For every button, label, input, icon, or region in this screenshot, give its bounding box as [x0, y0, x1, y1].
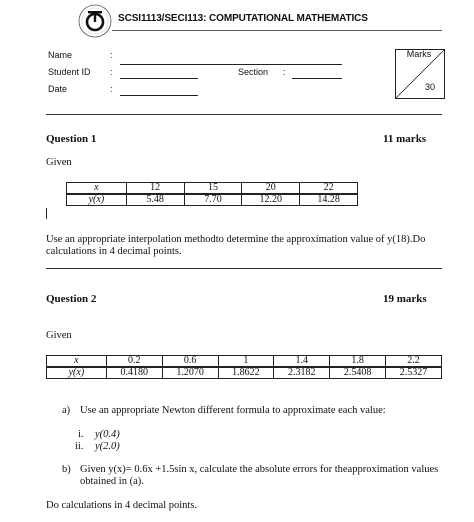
table-cell: y(x) [47, 367, 107, 379]
table-cell: 12.20 [242, 194, 300, 206]
table-cell: 22 [300, 183, 358, 195]
marks-label: Marks [406, 49, 432, 59]
table-cell: 1.4 [274, 356, 330, 368]
part-a-text: Use an appropriate Newton different formula to approximate each value: [80, 405, 386, 416]
table-cell: 0.6 [162, 356, 218, 368]
question2-marks: 19 marks [383, 293, 427, 305]
table-cell: 2.2 [386, 356, 442, 368]
section-colon: : [283, 67, 286, 77]
question1-instruction: Use an appropriate interpolation methodto determine the approximation value of y(18).Do calculations in 4 decimal points. [46, 234, 426, 257]
table-cell: 1.2070 [162, 367, 218, 379]
section-label: Section [238, 67, 269, 77]
table-cell: 2.3182 [274, 367, 330, 379]
table-cell: 0.2 [106, 356, 162, 368]
section-divider-middle [46, 268, 442, 269]
question1-table [66, 182, 358, 206]
table-cell: y(x) [67, 194, 127, 206]
table-cell: 12 [126, 183, 184, 195]
question1-marks: 11 marks [383, 133, 427, 145]
table-row [47, 367, 442, 379]
student-id-label: Student ID [48, 67, 91, 77]
question2-given: Given [46, 330, 72, 341]
table-cell: 1.8622 [218, 367, 274, 379]
table-row [67, 183, 358, 195]
table-row [67, 194, 358, 206]
table-cell: 2.5327 [386, 367, 442, 379]
section-divider-top [46, 114, 442, 115]
part-a-item-1-num: i. [78, 429, 84, 440]
date-field[interactable] [120, 95, 198, 96]
question2-table [46, 355, 442, 379]
header-divider [112, 30, 442, 31]
table-cell: 5.48 [126, 194, 184, 206]
table-cell: 20 [242, 183, 300, 195]
part-b-text: Given y(x)= 0.6x +1.5sin x, calculate the absolute errors for theapproximation values obtained in (a). [80, 464, 439, 487]
question1-given: Given [46, 157, 72, 168]
table-cell: 1 [218, 356, 274, 368]
table-cell: 7.70 [184, 194, 242, 206]
name-field[interactable] [120, 64, 342, 65]
text-cursor [46, 208, 47, 219]
course-title: SCSI1113/SECI113: COMPUTATIONAL MATHEMATICS [118, 13, 368, 24]
table-row [47, 356, 442, 368]
university-logo [78, 4, 112, 38]
question2-footer: Do calculations in 4 decimal points. [46, 500, 198, 511]
question2-title: Question 2 [46, 293, 97, 305]
name-colon: : [110, 50, 113, 60]
student-id-colon: : [110, 67, 113, 77]
part-a-item-2-num: ii. [75, 441, 84, 452]
name-label: Name [48, 50, 73, 60]
part-a-label: a) [62, 405, 71, 416]
date-label: Date [48, 84, 68, 94]
part-a-item-2-text: y(2.0) [95, 441, 120, 452]
table-cell: 0.4180 [106, 367, 162, 379]
question1-title: Question 1 [46, 133, 97, 145]
table-cell: x [47, 356, 107, 368]
table-cell: 14.28 [300, 194, 358, 206]
table-cell: 2.5408 [330, 367, 386, 379]
section-field[interactable] [292, 78, 342, 79]
marks-total: 30 [425, 82, 436, 92]
part-b-label: b) [62, 464, 71, 475]
student-id-field[interactable] [120, 78, 198, 79]
part-a-item-1-text: y(0.4) [95, 429, 120, 440]
table-cell: x [67, 183, 127, 195]
date-colon: : [110, 84, 113, 94]
table-cell: 15 [184, 183, 242, 195]
table-cell: 1.8 [330, 356, 386, 368]
